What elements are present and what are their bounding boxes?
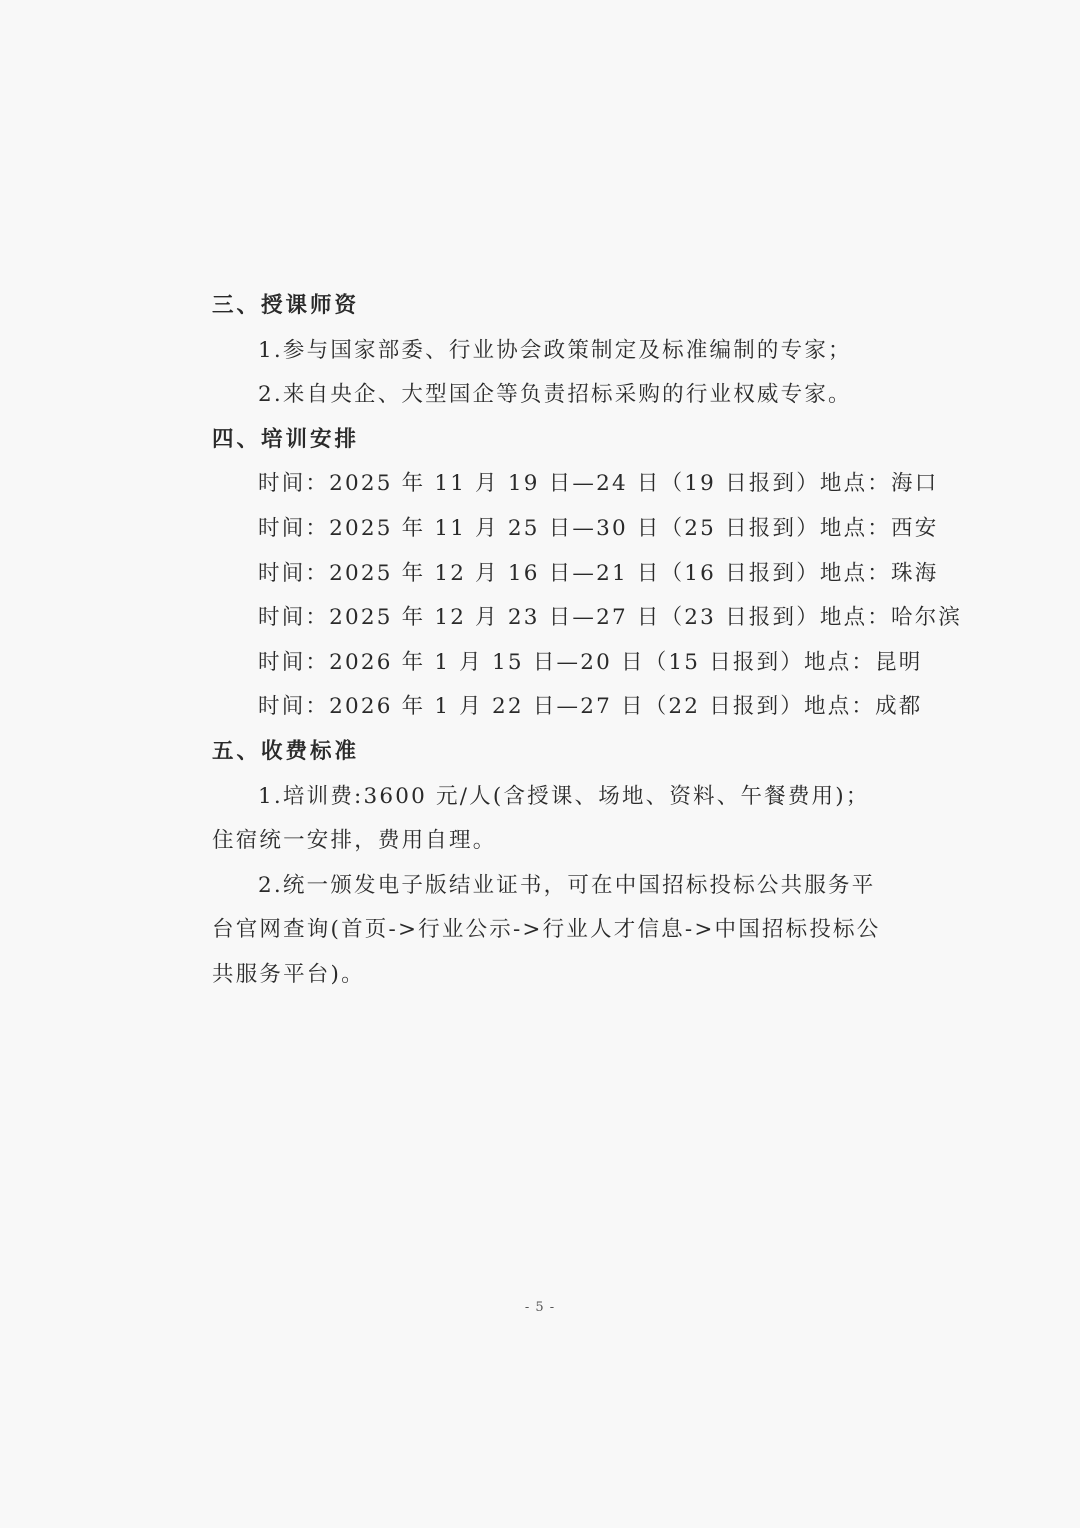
teachers-item-1: 1.参与国家部委、行业协会政策制定及标准编制的专家； <box>258 337 852 363</box>
schedule-item-chengdu: 时间：2026 年 1 月 22 日—27 日（22 日报到）地点：成都 <box>258 694 923 720</box>
section-heading-schedule: 四、培训安排 <box>212 426 360 452</box>
schedule-item-zhuhai: 时间：2025 年 12 月 16 日—21 日（16 日报到）地点：珠海 <box>258 560 939 586</box>
fees-item-1-line-1: 1.培训费:3600 元/人(含授课、场地、资料、午餐费用)； <box>258 783 870 809</box>
fees-item-2-line-1: 2.统一颁发电子版结业证书，可在中国招标投标公共服务平 <box>258 872 876 898</box>
schedule-item-xian: 时间：2025 年 11 月 25 日—30 日（25 日报到）地点：西安 <box>258 515 939 541</box>
teachers-item-2: 2.来自央企、大型国企等负责招标采购的行业权威专家。 <box>258 382 852 408</box>
fees-item-2-line-3: 共服务平台)。 <box>212 961 365 987</box>
fees-item-1-line-2: 住宿统一安排，费用自理。 <box>212 828 497 854</box>
schedule-item-harbin: 时间：2025 年 12 月 23 日—27 日（23 日报到）地点：哈尔滨 <box>258 605 963 631</box>
schedule-item-kunming: 时间：2026 年 1 月 15 日—20 日（15 日报到）地点：昆明 <box>258 649 923 675</box>
section-heading-fees: 五、收费标准 <box>212 738 360 764</box>
schedule-item-haikou: 时间：2025 年 11 月 19 日—24 日（19 日报到）地点：海口 <box>258 471 939 497</box>
document-body <box>212 284 963 998</box>
page-number: - 5 - <box>524 1300 556 1315</box>
section-heading-teachers: 三、授课师资 <box>212 293 360 318</box>
fees-item-2-line-2: 台官网查询(首页->行业公示->行业人才信息->中国招标投标公 <box>212 917 881 943</box>
